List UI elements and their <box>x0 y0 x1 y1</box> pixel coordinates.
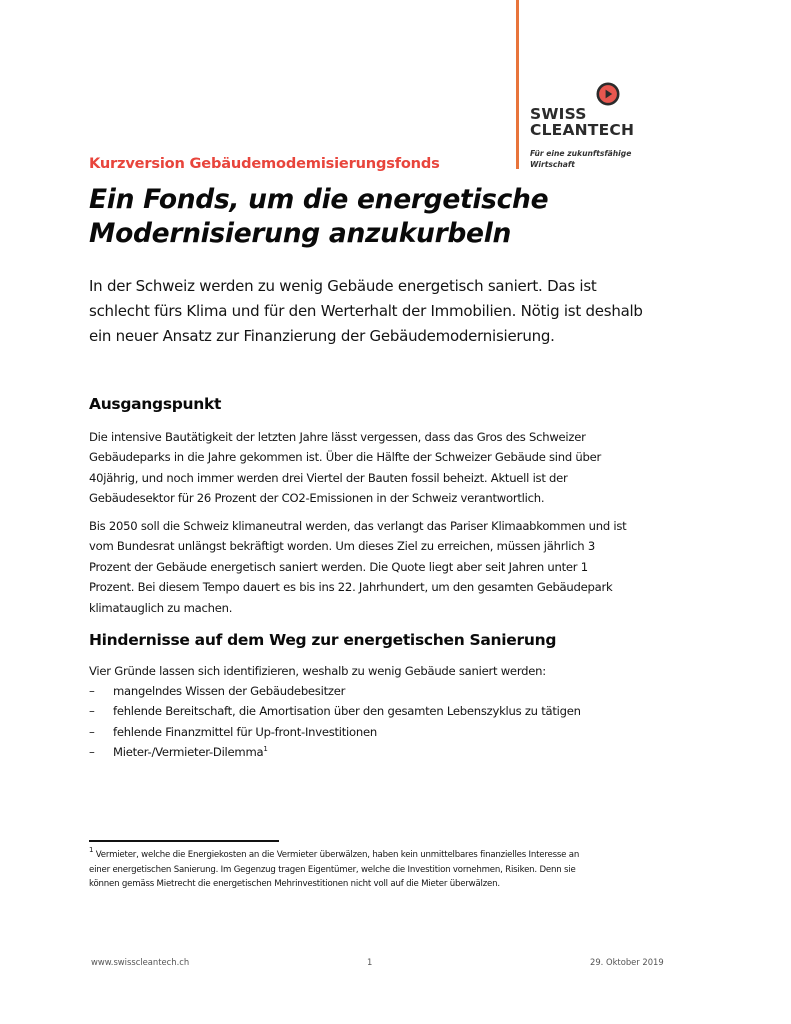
list-item-text: fehlende Bereitschaft, die Amortisation über den gesamten Lebenszyklus zu tätigen <box>113 704 581 719</box>
document-title <box>89 183 548 251</box>
lead-line: In der Schweiz werden zu wenig Gebäude energetisch saniert. Das ist <box>89 277 597 295</box>
paragraph-line: Prozent der Gebäude energetisch saniert werden. Die Quote liegt aber seit Jahren unter 1 <box>89 559 588 574</box>
dash-bullet: – <box>89 745 95 760</box>
document-subtitle: Kurzversion Gebäudemodemisierungsfonds <box>89 155 440 172</box>
page-number: 1 <box>367 957 373 967</box>
paragraph-line: Gebäudeparks in die Jahre gekommen ist. Über die Hälfte der Schweizer Gebäude sind über <box>89 450 602 465</box>
paragraph-2 <box>89 516 714 618</box>
tagline <box>530 148 631 170</box>
footnote-line: können gemäss Mietrecht die energetischen Mehrinvestitionen nicht voll auf die Mieter überwälzen. <box>89 879 500 889</box>
lead-line: ein neuer Ansatz zur Finanzierung der Gebäudemodernisierung. <box>89 327 555 345</box>
paragraph-line: Die intensive Bautätigkeit der letzten Jahre lässt vergessen, dass das Gros des Schweizer <box>89 430 586 444</box>
section-heading-hindernisse: Hindernisse auf dem Weg zur energetischen Sanierung <box>89 631 557 649</box>
footer-date: 29. Oktober 2019 <box>590 957 664 967</box>
footnote-marker: 1 <box>89 846 94 854</box>
title-line-2: Modernisierung anzukurbeln <box>89 218 512 249</box>
paragraph-line: Prozent. Bei diesem Tempo dauert es bis ins 22. Jahrhundert, um den gesamten Gebäudepark <box>89 580 613 595</box>
lead-paragraph <box>89 274 709 349</box>
list-item <box>89 701 581 721</box>
footnote-reference[interactable]: 1 <box>263 745 268 754</box>
footnote-separator <box>89 840 279 842</box>
logo <box>530 106 634 138</box>
list-item <box>89 742 581 762</box>
paragraph-line: 40jährig, und noch immer werden drei Viertel der Bauten fossil beheizt. Aktuell ist der <box>89 470 568 485</box>
list-item <box>89 722 581 742</box>
list-item <box>89 681 581 701</box>
footnote-line <box>89 848 714 863</box>
obstacle-list <box>89 681 581 763</box>
footnote-text: Vermieter, welche die Energiekosten an die Vermieter überwälzen, haben kein unmittelbares finanzielles Interesse an <box>93 850 580 860</box>
tagline-line-1: Für eine zukunftsfähige <box>530 149 632 158</box>
paragraph-1 <box>89 427 714 509</box>
list-intro: Vier Gründe lassen sich identifizieren, weshalb zu wenig Gebäude saniert werden: <box>89 664 546 678</box>
logo-line-1: SWISS <box>530 105 587 123</box>
section-heading-ausgangspunkt: Ausgangspunkt <box>89 395 222 413</box>
paragraph-line: Bis 2050 soll die Schweiz klimaneutral werden, das verlangt das Pariser Klimaabkommen und ist <box>89 519 627 533</box>
list-item-text: fehlende Finanzmittel für Up-front-Investitionen <box>113 724 377 739</box>
paragraph-line: vom Bundesrat unlängst bekräftigt worden. Um dieses Ziel zu erreichen, müssen jährlich 3 <box>89 539 595 554</box>
lead-line: schlecht fürs Klima und für den Werterhalt der Immobilien. Nötig ist deshalb <box>89 302 643 320</box>
footer-url[interactable]: www.swisscleantech.ch <box>91 957 190 967</box>
accent-rule <box>516 0 519 169</box>
dash-bullet: – <box>89 684 95 698</box>
footnote <box>89 848 714 892</box>
list-item-text: mangelndes Wissen der Gebäudebesitzer <box>113 684 346 698</box>
paragraph-line: Gebäudesektor für 26 Prozent der CO2-Emissionen in der Schweiz verantwortlich. <box>89 491 545 506</box>
dash-bullet: – <box>89 704 95 719</box>
footnote-line: einer energetischen Sanierung. Im Gegenzug tragen Eigentümer, welche die Investition vornehmen, Risiken. Denn sie <box>89 864 576 875</box>
list-item-text: Mieter-/Vermieter-Dilemma <box>113 745 264 760</box>
title-line-1: Ein Fonds, um die energetische <box>89 184 549 215</box>
paragraph-line: klimatauglich zu machen. <box>89 600 233 615</box>
logo-line-2: CLEANTECH <box>530 121 635 139</box>
tagline-line-2: Wirtschaft <box>530 160 575 169</box>
play-circle-icon <box>596 82 620 106</box>
dash-bullet: – <box>89 724 95 739</box>
